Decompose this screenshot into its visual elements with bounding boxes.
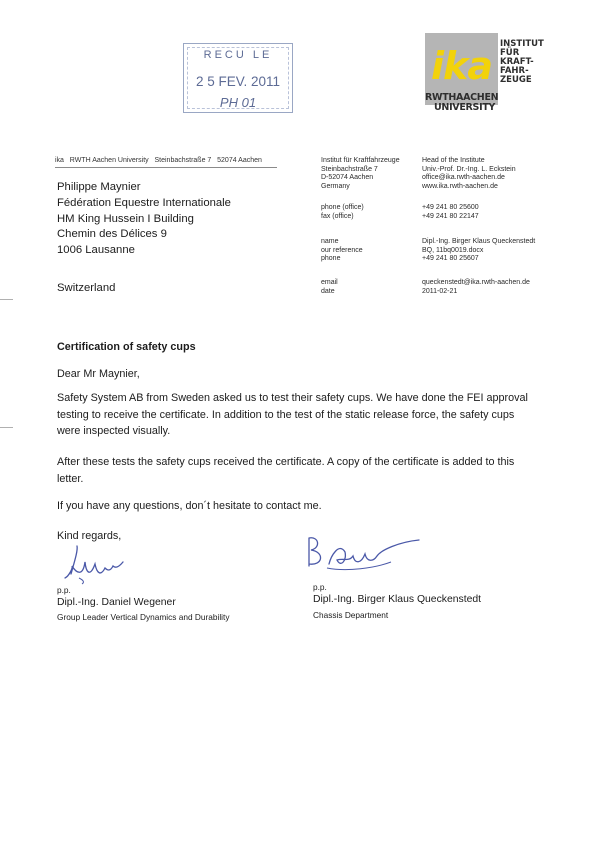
received-stamp xyxy=(183,43,293,113)
stamp-label: RECU LE xyxy=(203,49,273,61)
left-pp: p.p. xyxy=(57,585,71,595)
right-pp: p.p. xyxy=(313,582,327,592)
phone-values: +49 241 80 25600 +49 241 80 22147 xyxy=(422,204,479,220)
sender-divider xyxy=(55,167,277,168)
punch-mark xyxy=(0,427,13,428)
rwth-wordmark: RWTHAACHEN UNIVERSITY xyxy=(425,92,499,113)
closing: Kind regards, xyxy=(57,530,122,542)
letter-subject: Certification of safety cups xyxy=(57,341,196,353)
left-signatory-name: Dipl.-Ing. Daniel Wegener xyxy=(57,597,176,608)
fold-mark xyxy=(0,299,13,300)
institute-address: Institut für Kraftfahrzeuge Steinbachstraße 7 D-52074 Aachen Germany xyxy=(321,157,400,190)
recipient-name: Philippe Maynier xyxy=(57,181,141,193)
body-paragraph-1: Safety System AB from Sweden asked us to test their safety cups. We have done the FEI approval testing to receive the certificate. In addition to the test of the static release force, the safety cups were inspected visually. xyxy=(57,392,528,437)
recipient-building: HM King Hussein I Building xyxy=(57,212,194,225)
recipient-street: Chemin des Délices 9 xyxy=(57,228,167,241)
email-labels: email date xyxy=(321,279,338,295)
body-paragraph-3: If you have any questions, don´t hesitate to contact me. xyxy=(57,500,322,512)
institute-head: Head of the Institute Univ.-Prof. Dr.-Ing. L. Eckstein office@ika.rwth-aachen.de www.ika.rwth-aachen.de xyxy=(422,157,516,190)
recipient-city: 1006 Lausanne xyxy=(57,244,135,257)
sender-address-line: ika RWTH Aachen University Steinbachstraße 7 52074 Aachen xyxy=(55,157,262,164)
salutation: Dear Mr Maynier, xyxy=(57,368,140,380)
right-signatory-role: Chassis Department xyxy=(313,610,389,620)
stamp-date: 2 5 FEV. 2011 xyxy=(195,74,281,89)
right-signatory-name: Dipl.-Ing. Birger Klaus Queckenstedt xyxy=(313,594,482,605)
phone-labels: phone (office) fax (office) xyxy=(321,204,364,220)
recipient-country: Switzerland xyxy=(57,282,116,294)
left-signatory-role: Group Leader Vertical Dynamics and Durability xyxy=(57,612,230,622)
stamp-initials: PH 01 xyxy=(219,95,257,110)
reference-values: Dipl.-Ing. Birger Klaus Queckenstedt BQ, 11bq0019.docx +49 241 80 25607 xyxy=(422,238,536,263)
ika-logo: ika xyxy=(431,44,492,88)
institute-wordmark: INSTITUT FÜR KRAFT- FAHR- ZEUGE xyxy=(500,39,544,85)
signature-wegener xyxy=(55,538,135,588)
signature-queckenstedt xyxy=(295,528,425,583)
email-values: queckenstedt@ika.rwth-aachen.de 2011-02-21 xyxy=(422,279,530,295)
recipient-address xyxy=(57,180,231,259)
reference-labels: name our reference phone xyxy=(321,238,363,263)
body-paragraph-2: After these tests the safety cups received the certificate. A copy of the certificate is added to this letter. xyxy=(57,456,515,485)
recipient-org: Fédération Equestre Internationale xyxy=(57,196,231,209)
